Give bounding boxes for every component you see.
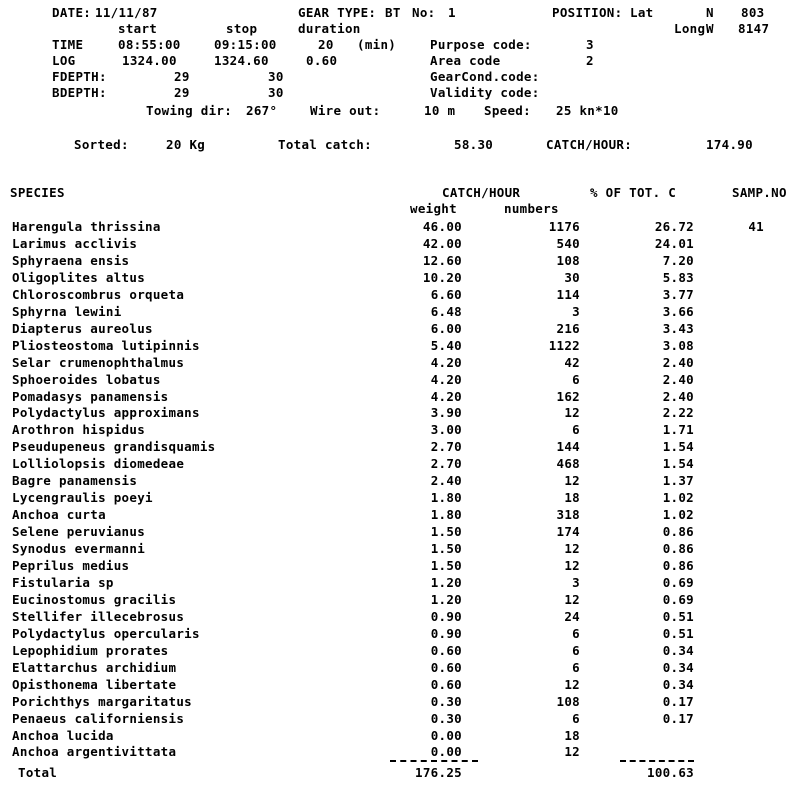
log-start: 1324.00 [122,53,177,68]
lat-hemi: N [706,5,714,20]
species-name: Pomadasys panamensis [12,388,169,404]
species-name: Chloroscombrus orqueta [12,286,185,302]
catch-numbers: 6 [572,659,580,675]
catch-weight: 1.50 [430,558,462,573]
species-name: Sphyraena ensis [12,252,130,268]
species-name: Lolliolopsis diomedeae [12,456,185,472]
pct-of-total: 1.02 [662,507,694,523]
pct-of-total: 24.01 [654,235,694,251]
gear-type-value: BT [385,5,401,20]
catch-hour-label: CATCH/HOUR: [546,137,633,152]
pct-of-total: 0.86 [662,558,694,573]
fdepth-label: FDEPTH: [52,69,107,84]
pct-of-total: 2.40 [662,388,694,404]
pct-of-total: 2.40 [662,371,694,387]
catch-weight: 4.20 [430,388,462,404]
pct-of-total: 2.40 [662,354,694,370]
speed-value: 25 kn*10 [556,103,619,118]
date-value: 11/11/87 [95,5,158,20]
pct-of-total: 1.54 [662,456,694,472]
total-catch-value: 58.30 [454,137,494,152]
species-name: Anchoa argentivittata [12,744,177,760]
weight-column-header: weight [410,201,457,216]
catch-weight: 12.60 [422,252,462,268]
towing-dir-value: 267° [246,103,278,118]
pct-of-total: 1.71 [662,422,694,438]
species-name: Sphoeroides lobatus [12,371,161,387]
sorted-value: 20 Kg [166,137,206,152]
purpose-code-value: 3 [586,37,594,52]
long-label: Long [674,21,706,36]
validity-code-label: Validity code: [430,85,540,100]
catch-weight: 2.40 [430,473,462,489]
pct-of-total: 1.02 [662,490,694,506]
pct-of-total: 3.66 [662,303,694,319]
catch-numbers: 6 [572,625,580,641]
start-label: start [118,21,158,36]
pct-of-total: 3.08 [662,337,694,353]
species-name: Bagre panamensis [12,473,138,489]
pct-total-rule [620,760,694,762]
pct-of-total: 7.20 [662,252,694,268]
catch-weight: 0.00 [430,727,462,743]
pct-of-total: 1.54 [662,439,694,455]
catch-numbers: 12 [564,473,580,489]
catch-weight: 2.70 [430,456,462,472]
catch-numbers: 30 [564,269,580,285]
catch-weight: 1.50 [430,541,462,557]
catch-weight: 2.70 [430,439,462,455]
catch-weight: 1.80 [430,490,462,506]
species-name: Lycengraulis poeyi [12,490,153,506]
pct-of-total: 0.34 [662,676,694,692]
towing-dir-label: Towing dir: [146,103,233,118]
pct-of-total: 5.83 [662,269,694,285]
species-name: Harengula thrissina [12,219,161,234]
pct-of-total: 3.77 [662,286,694,302]
catch-weight: 0.90 [430,608,462,624]
species-name: Sphyrna lewini [12,303,122,319]
catch-weight: 6.48 [430,303,462,319]
sample-number: 41 [748,219,764,234]
pct-of-total: 0.69 [662,574,694,590]
area-code-label: Area code [430,53,501,68]
catch-weight: 3.00 [430,422,462,438]
pct-of-total: 0.51 [662,625,694,641]
species-name: Arothron hispidus [12,422,146,438]
catch-numbers: 18 [564,727,580,743]
stop-label: stop [226,21,258,36]
catch-weight: 10.20 [422,269,462,285]
speed-label: Speed: [484,103,531,118]
catch-hour-column-header: CATCH/HOUR [442,185,521,200]
log-diff: 0.60 [306,53,338,68]
bdepth-label: BDEPTH: [52,85,107,100]
weight-total-rule [390,760,478,762]
pct-of-total: 1.37 [662,473,694,489]
species-name: Synodus evermanni [12,541,146,557]
wire-out-label: Wire out: [310,103,381,118]
catch-weight: 5.40 [430,337,462,353]
catch-numbers: 468 [556,456,580,472]
catch-weight: 4.20 [430,354,462,370]
catch-numbers: 42 [564,354,580,370]
lat-label: Lat [630,5,654,20]
log-label: LOG [52,53,76,68]
gear-no-value: 1 [448,5,456,20]
catch-weight: 0.60 [430,642,462,658]
catch-weight: 1.80 [430,507,462,523]
catch-numbers: 174 [556,524,580,540]
catch-weight: 0.30 [430,693,462,709]
catch-numbers: 540 [556,235,580,251]
pct-of-total: 0.86 [662,541,694,557]
time-start: 08:55:00 [118,37,181,52]
species-name: Larimus acclivis [12,235,138,251]
position-label: POSITION: [552,5,623,20]
date-label: DATE: [52,5,92,20]
catch-weight: 1.50 [430,524,462,540]
species-name: Selar crumenophthalmus [12,354,185,370]
bdepth-stop: 30 [268,85,284,100]
pct-of-total: 0.86 [662,524,694,540]
catch-numbers: 12 [564,405,580,421]
pct-of-total: 0.69 [662,591,694,607]
gearcond-code-label: GearCond.code: [430,69,540,84]
gear-no-label: No: [412,5,436,20]
duration-value: 20 [318,37,334,52]
catch-numbers: 1176 [548,219,580,234]
catch-weight: 6.00 [430,320,462,336]
pct-of-total: 0.17 [662,693,694,709]
catch-weight: 42.00 [422,235,462,251]
species-name: Pliosteostoma lutipinnis [12,337,200,353]
species-name: Eucinostomus gracilis [12,591,177,607]
species-name: Elattarchus archidium [12,659,177,675]
catch-weight: 6.60 [430,286,462,302]
pct-total-column-header: % OF TOT. C [590,185,677,200]
total-label: Total [18,765,58,780]
species-name: Stellifer illecebrosus [12,608,185,624]
gear-type-label: GEAR TYPE: [298,5,377,20]
catch-weight: 3.90 [430,405,462,421]
catch-weight: 0.30 [430,710,462,726]
purpose-code-label: Purpose code: [430,37,532,52]
pct-of-total: 26.72 [654,219,694,234]
lat-value: 803 [741,5,765,20]
sorted-label: Sorted: [74,137,129,152]
pct-of-total: 2.22 [662,405,694,421]
wire-out-value: 10 m [424,103,456,118]
species-column-header: SPECIES [10,185,65,200]
fdepth-start: 29 [174,69,190,84]
catch-weight: 0.90 [430,625,462,641]
species-name: Fistularia sp [12,574,114,590]
pct-of-total: 3.43 [662,320,694,336]
catch-weight: 0.60 [430,676,462,692]
catch-weight: 4.20 [430,371,462,387]
catch-weight: 0.00 [430,744,462,760]
total-pct: 100.63 [647,765,694,780]
catch-numbers: 3 [572,303,580,319]
catch-numbers: 162 [556,388,580,404]
catch-numbers: 216 [556,320,580,336]
species-name: Anchoa lucida [12,727,114,743]
log-stop: 1324.60 [214,53,269,68]
species-name: Polydactylus opercularis [12,625,200,641]
catch-numbers: 12 [564,744,580,760]
species-name: Diapterus aureolus [12,320,153,336]
catch-numbers: 12 [564,676,580,692]
sample-number-column-header: SAMP.NO [732,185,787,200]
bdepth-start: 29 [174,85,190,100]
catch-numbers: 6 [572,642,580,658]
total-catch-label: Total catch: [278,137,372,152]
species-name: Porichthys margaritatus [12,693,192,709]
species-name: Polydactylus approximans [12,405,200,421]
species-name: Lepophidium prorates [12,642,169,658]
species-name: Pseudupeneus grandisquamis [12,439,216,455]
long-hemi: W [706,21,714,36]
area-code-value: 2 [586,53,594,68]
catch-numbers: 6 [572,371,580,387]
time-label: TIME [52,37,84,52]
catch-numbers: 318 [556,507,580,523]
numbers-column-header: numbers [504,201,559,216]
species-name: Peprilus medius [12,558,130,573]
catch-numbers: 12 [564,541,580,557]
duration-unit: (min) [357,37,397,52]
long-value: 8147 [738,21,770,36]
catch-weight: 1.20 [430,574,462,590]
species-name: Oligoplites altus [12,269,146,285]
catch-numbers: 18 [564,490,580,506]
catch-hour-value: 174.90 [706,137,753,152]
species-name: Selene peruvianus [12,524,146,540]
species-name: Penaeus californiensis [12,710,185,726]
time-stop: 09:15:00 [214,37,277,52]
pct-of-total: 0.34 [662,642,694,658]
catch-numbers: 108 [556,693,580,709]
catch-numbers: 114 [556,286,580,302]
catch-numbers: 12 [564,558,580,573]
catch-numbers: 6 [572,422,580,438]
total-weight: 176.25 [415,765,462,780]
pct-of-total: 0.51 [662,608,694,624]
fdepth-stop: 30 [268,69,284,84]
pct-of-total: 0.17 [662,710,694,726]
catch-weight: 46.00 [422,219,462,234]
catch-numbers: 3 [572,574,580,590]
catch-numbers: 144 [556,439,580,455]
species-name: Opisthonema libertate [12,676,177,692]
catch-numbers: 1122 [548,337,580,353]
catch-weight: 1.20 [430,591,462,607]
catch-weight: 0.60 [430,659,462,675]
catch-numbers: 6 [572,710,580,726]
catch-numbers: 108 [556,252,580,268]
catch-numbers: 24 [564,608,580,624]
species-name: Anchoa curta [12,507,106,523]
pct-of-total: 0.34 [662,659,694,675]
catch-numbers: 12 [564,591,580,607]
duration-label: duration [298,21,361,36]
